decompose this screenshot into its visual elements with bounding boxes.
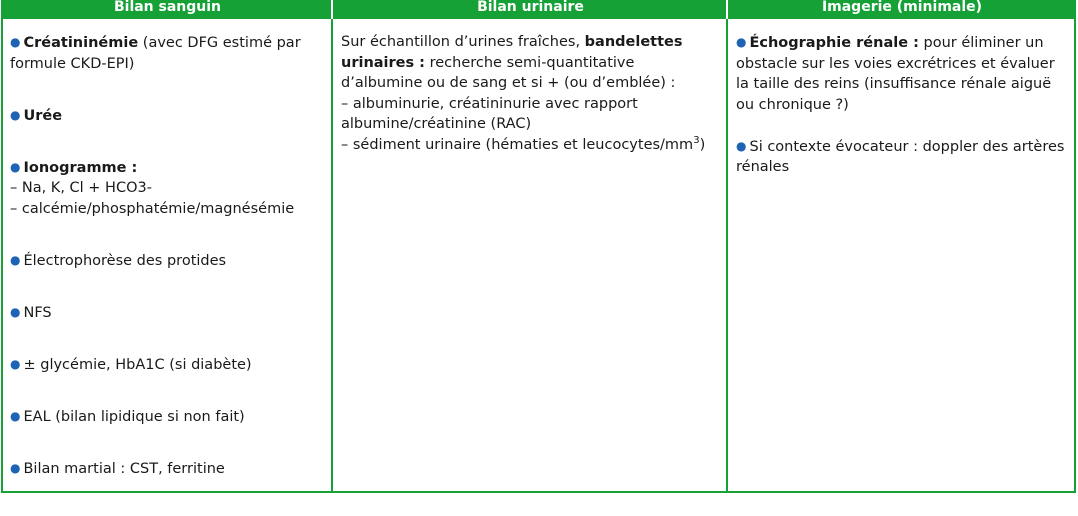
bullet-icon: ● (10, 460, 21, 475)
item-title: bandelettes urinaires : (341, 34, 683, 71)
item-title: Urée (23, 107, 63, 124)
bullet-icon: ● (10, 408, 21, 423)
list-item-creatininemie (10, 32, 325, 74)
urine-line-albuminurie: – albuminurie, créatininurie avec rapport albumine/créatinine (RAC) (341, 95, 638, 132)
bullet-icon: ● (736, 138, 747, 153)
list-item-echographie (736, 32, 1068, 115)
bullet-icon: ● (736, 35, 747, 49)
header-bilan-sanguin: Bilan sanguin (113, 0, 222, 15)
table-body-row (3, 19, 1074, 491)
list-item-nfs (10, 302, 325, 324)
item-text: NFS (23, 304, 52, 321)
item-text: – Na, K, Cl + HCO3- (10, 180, 152, 196)
list-item-doppler (736, 136, 1068, 178)
item-title: Créatininémie (23, 35, 139, 51)
list-item-ionogramme (10, 157, 325, 220)
item-text: Électrophorèse des protides (23, 252, 227, 269)
header-bilan-urinaire: Bilan urinaire (331, 0, 726, 19)
header-imagerie: Imagerie (minimale) (726, 0, 1074, 19)
bullet-icon: ● (10, 35, 21, 49)
item-title: Échographie rénale : (749, 35, 919, 51)
list-item-uree (10, 105, 325, 127)
urine-line-sediment (341, 135, 720, 156)
list-item-bilan-martial (10, 458, 325, 480)
superscript: 3 (693, 134, 700, 146)
bullet-icon: ● (10, 252, 21, 267)
cell-bilan-sanguin (3, 19, 331, 491)
item-title: Ionogramme : (23, 159, 138, 176)
bullet-icon: ● (10, 304, 21, 319)
list-item-electrophorese (10, 250, 325, 272)
bullet-icon: ● (10, 107, 21, 122)
item-text: Si contexte évocateur : doppler des artères rénales (736, 138, 1065, 175)
item-text: EAL (bilan lipidique si non fait) (23, 408, 245, 425)
list-item-eal (10, 406, 325, 428)
item-text: recherche semi-quantitative d’albumine ou de sang et si + (ou d’emblée) : (341, 54, 676, 91)
cell-imagerie (726, 19, 1074, 491)
item-text: (avec DFG estimé par formule CKD-EPI) (10, 35, 301, 72)
item-text: pour éliminer un obstacle sur les voies excrétrices et évaluer la taille des reins (insuffisance rénale aiguë ou chronique ?) (736, 35, 1055, 113)
list-item-glycemie (10, 354, 325, 376)
item-text: ± glycémie, HbA1C (si diabète) (23, 356, 252, 373)
item-text: ) (699, 136, 706, 153)
item-text: Sur échantillon d’urines fraîches, (341, 34, 585, 50)
table-header-row (3, 0, 1074, 19)
urine-paragraph (341, 32, 720, 94)
bullet-icon: ● (10, 356, 21, 371)
bullet-icon: ● (10, 159, 21, 174)
item-text: – sédiment urinaire (hématies et leucocytes/mm (341, 136, 694, 153)
item-text: – calcémie/phosphatémie/magnésémie (10, 200, 295, 217)
item-text: Bilan martial : CST, ferritine (23, 460, 225, 477)
cell-bilan-urinaire (331, 19, 726, 491)
exam-table (1, 0, 1076, 493)
